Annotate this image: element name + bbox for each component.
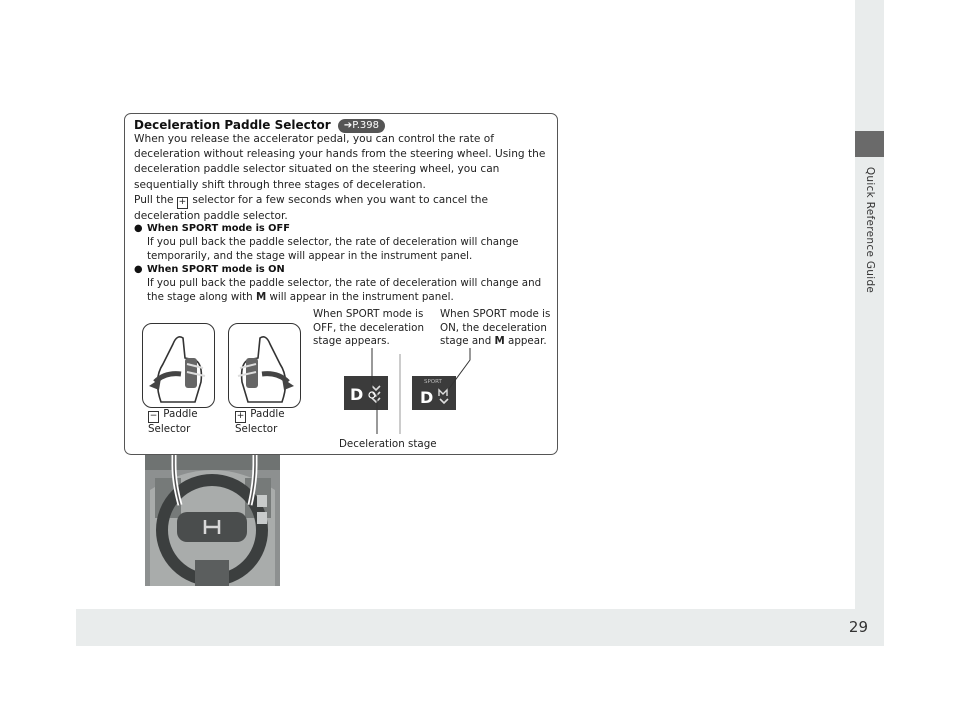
sport-on-text-post: will appear in the instrument panel.	[269, 290, 454, 303]
page-reference-text: P.398	[352, 120, 379, 131]
plus-paddle-label-text: Paddle	[250, 408, 285, 420]
cancel-text-post: selector for a few seconds when you want to cancel the deceleration paddle selector.	[134, 194, 489, 222]
sport-off-heading-text: When SPORT mode is OFF	[147, 223, 290, 234]
sport-on-caption-line-3-post: appear.	[508, 335, 547, 348]
deceleration-stage-caption: Deceleration stage	[339, 438, 437, 450]
sport-on-caption-bold: M	[494, 335, 505, 348]
cancel-text-pre: Pull the	[134, 194, 174, 206]
sport-on-heading-text: When SPORT mode is ON	[147, 264, 285, 275]
display-gear-d: D	[420, 388, 434, 407]
intro-paragraph: When you release the accelerator pedal, you can control the rate of deceleration without releasing your hands from the steering wheel. Using the deceleration paddle selector situated on the steering wheel, you can sequentially shift through three stages of deceleration.	[134, 133, 546, 191]
plus-key-icon: +	[236, 411, 245, 421]
display-gear-d: D	[350, 385, 364, 404]
sport-off-caption-line-3: stage appears.	[313, 335, 390, 348]
minus-paddle-label-text-2: Selector	[148, 423, 191, 435]
section-label: Quick Reference Guide	[864, 166, 876, 294]
sport-off-text: If you pull back the paddle selector, the rate of deceleration will change temporarily, and the stage will appear in the instrument panel.	[147, 236, 519, 262]
sport-on-text-pre: If you pull back the paddle selector, the rate of deceleration will change and the stage along with	[147, 277, 542, 303]
display-sport-text: SPORT	[424, 379, 442, 385]
sport-off-caption-line-2: OFF, the deceleration	[313, 321, 424, 334]
sport-on-text-bold: M	[255, 290, 267, 303]
plus-key-icon: +	[178, 197, 187, 207]
bullet-icon: ●	[134, 223, 143, 234]
arrow-icon: ➔	[343, 120, 353, 131]
page-number: 29	[848, 618, 868, 636]
minus-key-icon: −	[149, 411, 158, 421]
bullet-icon: ●	[134, 264, 143, 275]
minus-paddle-label-text: Paddle	[163, 408, 198, 420]
sport-on-caption-line-2: ON, the deceleration	[440, 321, 547, 334]
plus-paddle-label-text-2: Selector	[235, 423, 278, 435]
title-text: Deceleration Paddle Selector	[134, 118, 331, 132]
sport-off-caption-line-1: When SPORT mode is	[313, 308, 424, 320]
sport-on-caption-line-3-pre: stage and	[440, 335, 492, 348]
sport-on-caption-line-1: When SPORT mode is	[440, 308, 551, 320]
